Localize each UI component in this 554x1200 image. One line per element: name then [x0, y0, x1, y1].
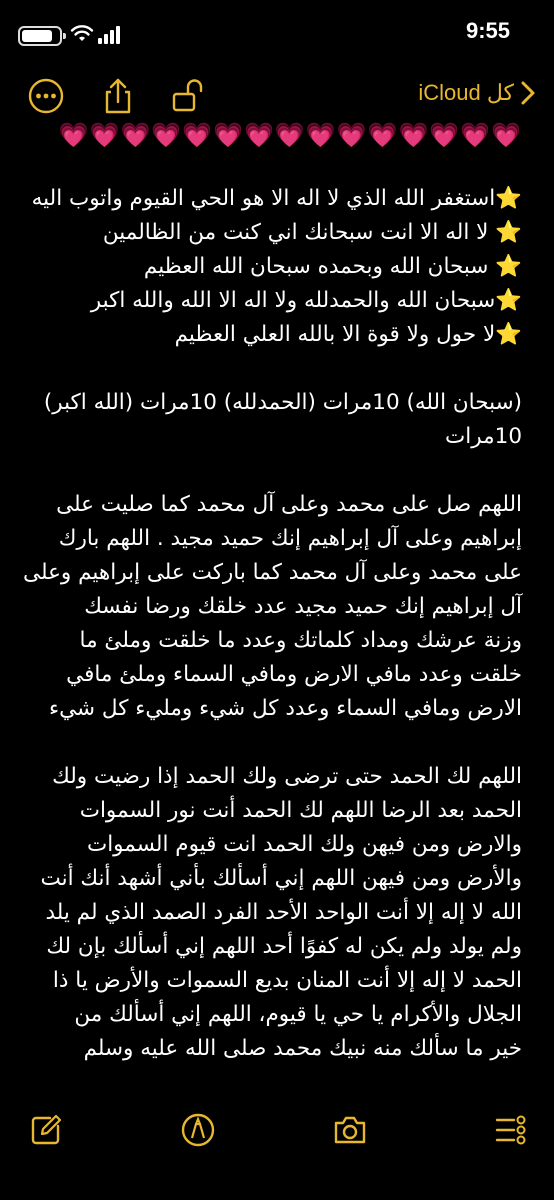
note-line: ⭐لا حول ولا قوة الا بالله العلي العظيم — [174, 322, 522, 347]
note-line: آل إبراهيم إنك حميد مجيد عدد خلقك ورضا نفسك — [84, 594, 522, 619]
note-line: الحمد بعد الرضا اللهم لك الحمد أنت نور السموات — [79, 798, 522, 823]
note-line: اللهم لك الحمد حتى ترضى ولك الحمد إذا رضيت ولك — [52, 764, 522, 789]
wifi-icon — [70, 24, 94, 44]
note-line: (سبحان الله) 10مرات (الحمدلله) 10مرات (الله اكبر) — [43, 390, 522, 415]
lock-icon[interactable] — [168, 76, 208, 116]
note-line: ولم يولد ولم يكن له كفوًا أحد اللهم إني أسألك بإن لك — [46, 934, 522, 959]
back-to-all-icloud-button[interactable] — [418, 80, 536, 106]
note-line: خير ما سألك منه نبيك محمد صلى الله عليه وسلم — [83, 1036, 522, 1061]
battery-icon — [18, 26, 62, 46]
note-line: 10مرات — [445, 424, 522, 449]
share-icon[interactable] — [98, 76, 138, 116]
note-line: ⭐سبحان الله والحمدلله ولا اله الا الله والله اكبر — [90, 288, 522, 313]
note-line: الله لا إله إلا أنت الواحد الأحد الفرد الصمد الذي لم يلد — [45, 900, 522, 925]
clock-time: 9:55 — [465, 18, 510, 43]
note-line: إبراهيم وعلى آل إبراهيم إنك حميد مجيد . اللهم بارك — [58, 526, 522, 551]
chevron-right-icon — [520, 80, 536, 106]
note-line: والأرض ومن فيهن اللهم إني أسألك بأني أشهد أنك أنت — [40, 866, 522, 891]
camera-icon[interactable] — [332, 1112, 368, 1148]
markup-icon[interactable] — [180, 1112, 216, 1148]
hearts-line: 💗💗💗💗💗💗💗💗💗💗💗💗💗💗💗 — [58, 121, 522, 149]
note-line: ⭐ لا اله الا انت سبحانك اني كنت من الظالمين — [102, 220, 522, 245]
note-body[interactable] — [23, 118, 522, 1066]
note-line: الارض ومافي السماء وعدد كل شيء ومليء كل شيء — [49, 696, 522, 721]
bottom-toolbar — [0, 1100, 554, 1200]
back-label: كل iCloud — [418, 80, 514, 105]
note-line: الجلال والأكرام يا حي يا قيوم، اللهم إني أسألك من — [74, 1002, 522, 1027]
note-line: اللهم صل على محمد وعلى آل محمد كما صليت على — [56, 492, 522, 517]
checklist-icon[interactable] — [492, 1112, 528, 1148]
note-line: والارض ومن فيهن ولك الحمد انت قيوم السموات — [86, 832, 522, 857]
cellular-signal-icon — [98, 26, 120, 44]
compose-icon[interactable] — [28, 1112, 64, 1148]
note-line: على محمد وعلى آل محمد كما باركت على إبراهيم وعلى — [23, 560, 522, 585]
note-line: الحمد لا إله إلا أنت المنان بديع السموات والأرض يا ذا — [52, 968, 522, 993]
dhikr-section — [31, 182, 522, 352]
salawat-section — [23, 488, 522, 726]
hamd-section — [36, 760, 522, 1066]
count-section — [36, 386, 522, 454]
note-line: ⭐ سبحان الله وبحمده سبحان الله العظيم — [143, 254, 522, 279]
note-toolbar — [0, 64, 554, 126]
note-line: ⭐استغفر الله الذي لا اله الا هو الحي القيوم واتوب اليه — [31, 186, 522, 211]
more-icon[interactable] — [26, 76, 66, 116]
note-line: وزنة عرشك ومداد كلماتك وعدد ما خلقت وملئ ما — [79, 628, 522, 653]
note-line: خلقت وعدد مافي الارض ومافي السماء وملئ مافي — [66, 662, 522, 687]
status-bar — [0, 0, 554, 64]
